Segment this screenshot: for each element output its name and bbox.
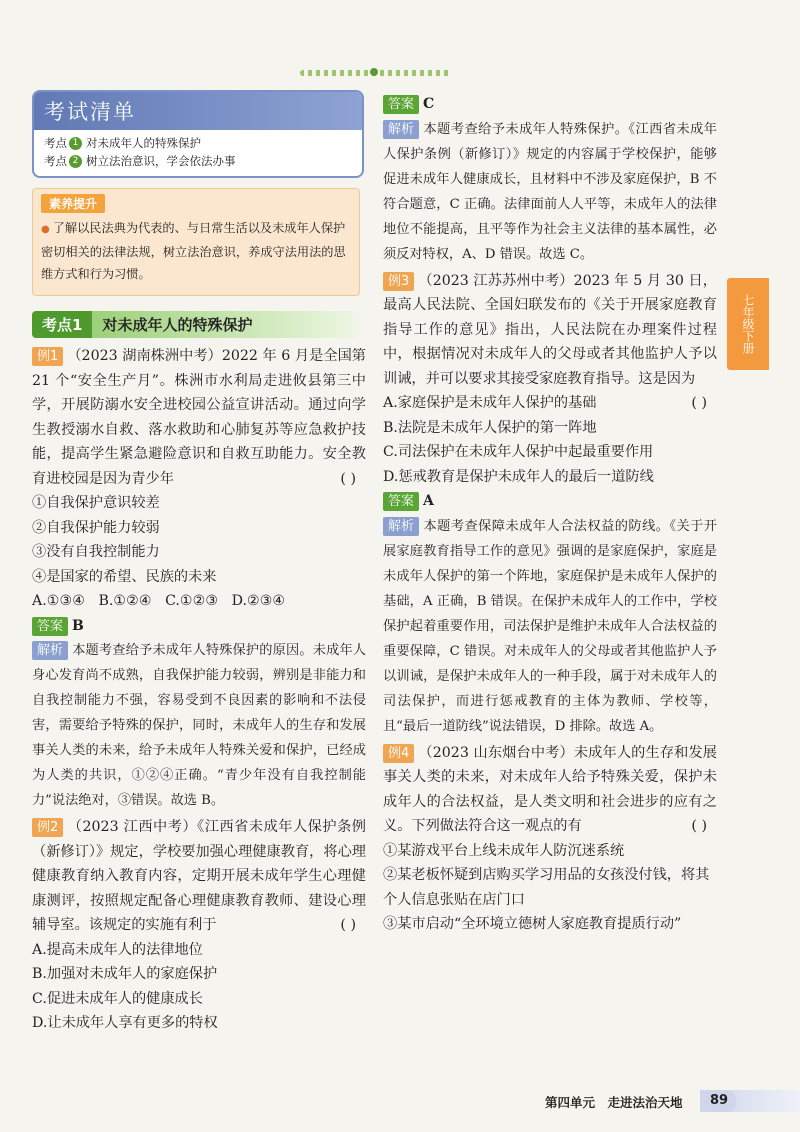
answer-value: C <box>423 96 435 112</box>
statement: ①自我保护意识较差 <box>32 495 160 511</box>
choices: A.①③④ B.①②④ C.①②③ D.②③④ <box>32 593 286 609</box>
answer-tag: 答案 <box>383 95 419 114</box>
answer-paren: ( ) <box>340 470 356 487</box>
suyang-box <box>32 188 360 296</box>
exam-item-prefix: 考点 <box>44 136 67 150</box>
answer-line <box>383 92 717 117</box>
statement: ②某老板怀疑到店购买学习用品的女孩没付钱，将其个人信息张贴在店门口 <box>383 867 710 908</box>
answer-value: A <box>423 493 434 509</box>
number-badge-icon: 1 <box>69 137 82 150</box>
analysis <box>383 514 717 739</box>
statement: ③某市启动“全环境立德树人家庭教育提质行动” <box>383 916 682 932</box>
answer-tag: 答案 <box>32 617 68 636</box>
left-column <box>32 90 366 1036</box>
top-decoration-dot <box>370 68 378 76</box>
analysis-tag: 解析 <box>383 120 419 139</box>
suyang-body: 了解以民法典为代表的、与日常生活以及未成年人保护密切相关的法律法规，树立法治意识，养成守法用法的思维方式和行为习惯。 <box>41 221 346 281</box>
exam-item-prefix: 考点 <box>44 154 67 168</box>
example-tag: 例2 <box>32 818 63 837</box>
option: C.司法保护在未成年人保护中起最重要作用 <box>383 444 654 460</box>
page-number: 89 <box>702 1090 736 1112</box>
suyang-title: 素养提升 <box>41 194 105 213</box>
option: C.促进未成年人的健康成长 <box>32 990 203 1007</box>
option: D.惩戒教育是保护未成年人的最后一道防线 <box>383 468 654 485</box>
exam-list-item <box>44 134 352 152</box>
analysis-tag: 解析 <box>383 517 419 536</box>
option: A.提高未成年人的法律地位 <box>32 941 203 958</box>
example-stem-text: （2023 江苏苏州中考）2023 年 5 月 30 日，最高人民法院、全国妇联发布的《关于开展家庭教育指导工作的意见》指出，人民法院在办理案件过程中，根据情况对未成年人的父母或者其他监护人予以训诫，并可以要求其接受家庭教育指导。这是因为 <box>383 272 717 387</box>
example-stem-text: （2023 江西中考）《江西省未成年人保护条例（新修订）》规定，学校要加强心理健康教育，将心理健康教育纳入教育内容，定期开展未成年学生心理健康测评，按照规定配备心理健康教育教师、建设心理辅导室。该规定的实施有利于 <box>32 819 366 933</box>
exam-list-items <box>34 130 362 176</box>
exam-item-text: 树立法治意识，学会依法办事 <box>86 154 236 168</box>
statement: ②自我保护能力较弱 <box>32 519 160 536</box>
grade-side-tab: 七年级下册 <box>727 278 769 370</box>
option: B.加强对未成年人的家庭保护 <box>32 966 218 982</box>
exam-list-item <box>44 152 352 170</box>
example-tag: 例1 <box>32 347 63 366</box>
option: B.法院是未成年人保护的第一阵地 <box>383 419 597 436</box>
right-column <box>383 92 717 937</box>
analysis-text: 本题考查保障未成年人合法权益的防线。《关于开展家庭教育指导工作的意见》强调的是家庭保护，家庭是未成年人保护的第一个阵地，家庭保护是未成年人保护的基础，A 正确，B 错误。在保护未成年人的工作中，学校保护起着重要作用，司法保护是维护未成年人合法权益的重要保障，C 错误。对未成年人的父母或者其他监护人予以训诫，是保护未成年人的一种手段，属于对未成年人的司法保护，而进行惩戒教育的主体为教师、学校等，且“最后一道防线”说法错误，D 排除。故选 A。 <box>383 518 717 734</box>
answer-paren: ( ) <box>691 818 707 834</box>
suyang-text <box>41 217 351 285</box>
answer-paren: ( ) <box>340 917 356 933</box>
answer-line <box>32 614 366 639</box>
bullet-icon: ● <box>41 224 50 235</box>
kaodian-label: 考点1 <box>32 311 92 338</box>
analysis-text: 本题考查给予未成年人特殊保护。《江西省未成年人保护条例（新修订）》规定的内容属于学校保护，能够促进未成年人健康成长，且材料中不涉及家庭保护，B 不符合题意，C 正确。法律面前人人平等，未成年人的法律地位不能提高，且平等作为社会主义法律的基本属性，必须反对特权，A、D 错误。故选 C。 <box>383 121 717 262</box>
example-3 <box>383 269 717 739</box>
example-1 <box>32 344 366 813</box>
example-4-stem <box>383 741 717 839</box>
option: A.家庭保护是未成年人保护的基础 <box>383 395 597 411</box>
example-tag: 例4 <box>383 744 414 763</box>
analysis <box>383 117 717 267</box>
option: D.让未成年人享有更多的特权 <box>32 1015 218 1031</box>
example-stem-text: （2023 山东烟台中考）未成年人的生存和发展事关人类的未来，对未成年人给予特殊关爱，保护未成年人的合法权益，是人类文明和社会进步的应有之义。下列做法符合这一观点的有 <box>383 744 717 834</box>
statement: ①某游戏平台上线未成年人防沉迷系统 <box>383 842 625 859</box>
kaodian-header <box>32 310 366 338</box>
answer-paren: ( ) <box>691 395 707 411</box>
statement: ④是国家的希望、民族的未来 <box>32 568 217 585</box>
exam-list-box <box>32 90 364 178</box>
number-badge-icon: 2 <box>69 155 82 168</box>
statement: ③没有自我控制能力 <box>32 544 160 560</box>
example-tag: 例3 <box>383 272 414 291</box>
analysis <box>32 638 366 813</box>
exam-item-text: 对未成年人的特殊保护 <box>86 136 201 150</box>
answer-tag: 答案 <box>383 492 419 511</box>
answer-line <box>383 489 717 514</box>
example-2 <box>32 815 366 1036</box>
analysis-tag: 解析 <box>32 641 68 660</box>
exam-list-title: 考试清单 <box>34 92 362 130</box>
kaodian-title: 对未成年人的特殊保护 <box>92 311 366 338</box>
example-4 <box>383 741 717 937</box>
footer-unit: 第四单元 走进法治天地 <box>545 1095 683 1110</box>
example-1-stem <box>32 344 366 491</box>
example-2-stem <box>32 815 366 938</box>
analysis-text: 本题考查给予未成年人特殊保护的原因。未成年人身心发育尚不成熟，自我保护能力较弱，辨别是非能力和自我控制能力不强，容易受到不良因素的影响和不法侵害，需要给予特殊的保护，同时，未成年人的生存和发展事关人类的未来，给予未成年人特殊关爱和保护，已经成为人类的共识，①②④正确。“青少年没有自我控制能力”说法绝对，③错误。故选 B。 <box>32 643 366 808</box>
answer-value: B <box>72 617 84 634</box>
example-stem-text: （2023 湖南株洲中考）2022 年 6 月是全国第 21 个“安全生产月”。株洲市水利局走进攸县第三中学，开展防溺水安全进校园公益宣讲活动。通过向学生教授溺水自救、落水救助和心肺复苏等应急救护技能，提高学生紧急避险意识和自救互助能力。安全教育进校园是因为青少年 <box>32 348 366 487</box>
